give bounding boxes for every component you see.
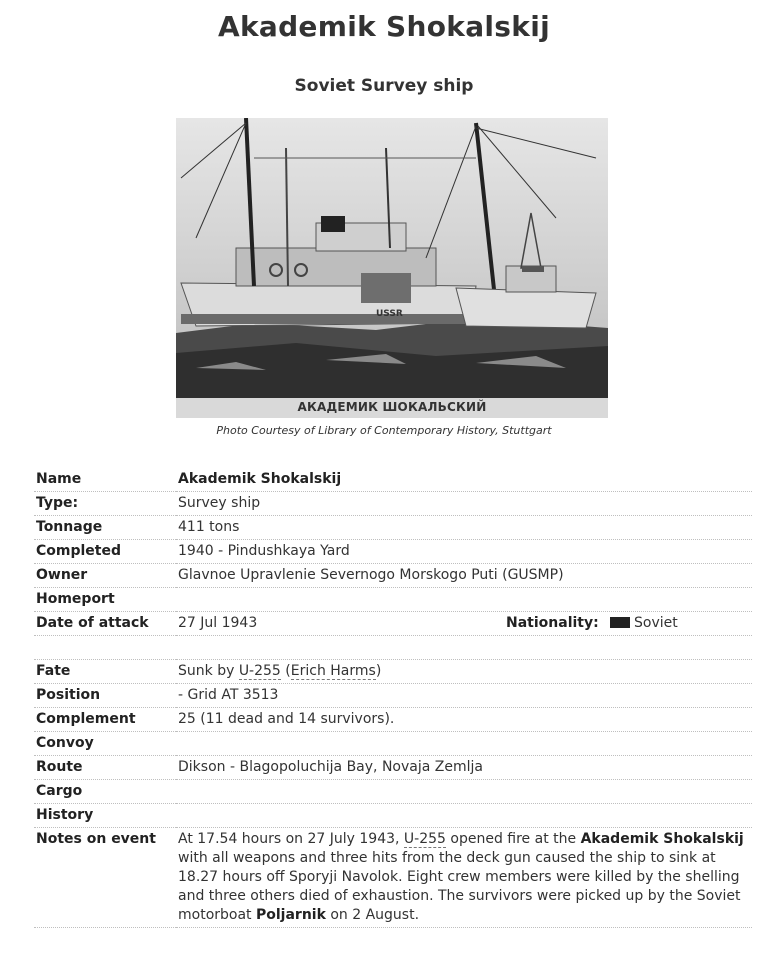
row-route (34, 756, 752, 780)
row-complement (34, 708, 752, 732)
homeport-label: Homeport (34, 588, 176, 612)
commander-link[interactable]: Erich Harms (290, 663, 376, 679)
notes-label: Notes on event (34, 828, 176, 928)
name-value (176, 468, 752, 492)
nationality-value-text: Soviet (634, 615, 678, 631)
position-value: - Grid AT 3513 (176, 684, 752, 708)
notes-value (176, 828, 752, 928)
row-homeport (34, 588, 752, 612)
convoy-label: Convoy (34, 732, 176, 756)
notes-text-3: with all weapons and three hits from the deck gun caused the ship to sink at 18.27 hours off Sporyji Navolok. Eight crew members were killed by the shelling and three others died of exhaustion. The survivors were picked up by the Soviet motorboat (178, 850, 741, 923)
row-position (34, 684, 752, 708)
row-type (34, 492, 752, 516)
photo-credit: Photo Courtesy of Library of Contemporary History, Stuttgart (216, 424, 552, 437)
cargo-label: Cargo (34, 780, 176, 804)
notes-text-4: on 2 August. (325, 907, 420, 923)
owner-value: Glavnoe Upravlenie Severnogo Morskogo Puti (GUSMP) (176, 564, 752, 588)
history-value (176, 804, 752, 828)
date-value (176, 612, 752, 636)
fate-open-paren: ( (280, 663, 291, 679)
ship-info-table (34, 468, 752, 928)
page-title: Akademik Shokalskij (218, 10, 550, 43)
homeport-value (176, 588, 752, 612)
notes-text-1: At 17.54 hours on 27 July 1943, (178, 831, 404, 847)
notes-boat-name: Poljarnik (255, 907, 326, 923)
row-spacer (34, 636, 752, 660)
fate-close-paren: ) (375, 663, 382, 679)
row-completed (34, 540, 752, 564)
cargo-value (176, 780, 752, 804)
ship-photo-image (176, 118, 608, 398)
row-notes (34, 828, 752, 928)
notes-ship-name: Akademik Shokalskij (580, 831, 744, 847)
position-label: Position (34, 684, 176, 708)
tonnage-label: Tonnage (34, 516, 176, 540)
fate-prefix: Sunk by (178, 663, 239, 679)
spacer-cell (34, 636, 176, 660)
date-label: Date of attack (34, 612, 176, 636)
row-date-of-attack (34, 612, 752, 636)
hull-text: USSR (376, 309, 403, 319)
complement-value: 25 (11 dead and 14 survivors). (176, 708, 752, 732)
row-history (34, 804, 752, 828)
soviet-flag-icon (610, 617, 630, 628)
ship-photo (176, 118, 608, 418)
type-label: Type: (34, 492, 176, 516)
route-value: Dikson - Blagopoluchija Bay, Novaja Zemlja (176, 756, 752, 780)
history-label: History (34, 804, 176, 828)
row-convoy (34, 732, 752, 756)
fate-label: Fate (34, 660, 176, 684)
name-value-text: Akademik Shokalskij (178, 471, 342, 487)
nationality-value (604, 614, 678, 633)
fate-value (176, 660, 752, 684)
convoy-value (176, 732, 752, 756)
photo-caption: АКАДЕМИК ШОКАЛЬСКИЙ (297, 400, 487, 414)
notes-text-2: opened fire at the (445, 831, 581, 847)
row-cargo (34, 780, 752, 804)
uboat-link[interactable]: U-255 (238, 663, 281, 679)
date-value-text: 27 Jul 1943 (178, 615, 258, 631)
row-fate (34, 660, 752, 684)
row-owner (34, 564, 752, 588)
owner-label: Owner (34, 564, 176, 588)
type-value: Survey ship (176, 492, 752, 516)
route-label: Route (34, 756, 176, 780)
nationality-label: Nationality: (506, 615, 599, 631)
complement-label: Complement (34, 708, 176, 732)
name-label: Name (34, 468, 176, 492)
row-tonnage (34, 516, 752, 540)
completed-value: 1940 - Pindushkaya Yard (176, 540, 752, 564)
row-name (34, 468, 752, 492)
notes-uboat-link[interactable]: U-255 (403, 831, 446, 847)
tonnage-value: 411 tons (176, 516, 752, 540)
spacer-cell (176, 636, 752, 660)
completed-label: Completed (34, 540, 176, 564)
page-subtitle: Soviet Survey ship (294, 76, 474, 96)
